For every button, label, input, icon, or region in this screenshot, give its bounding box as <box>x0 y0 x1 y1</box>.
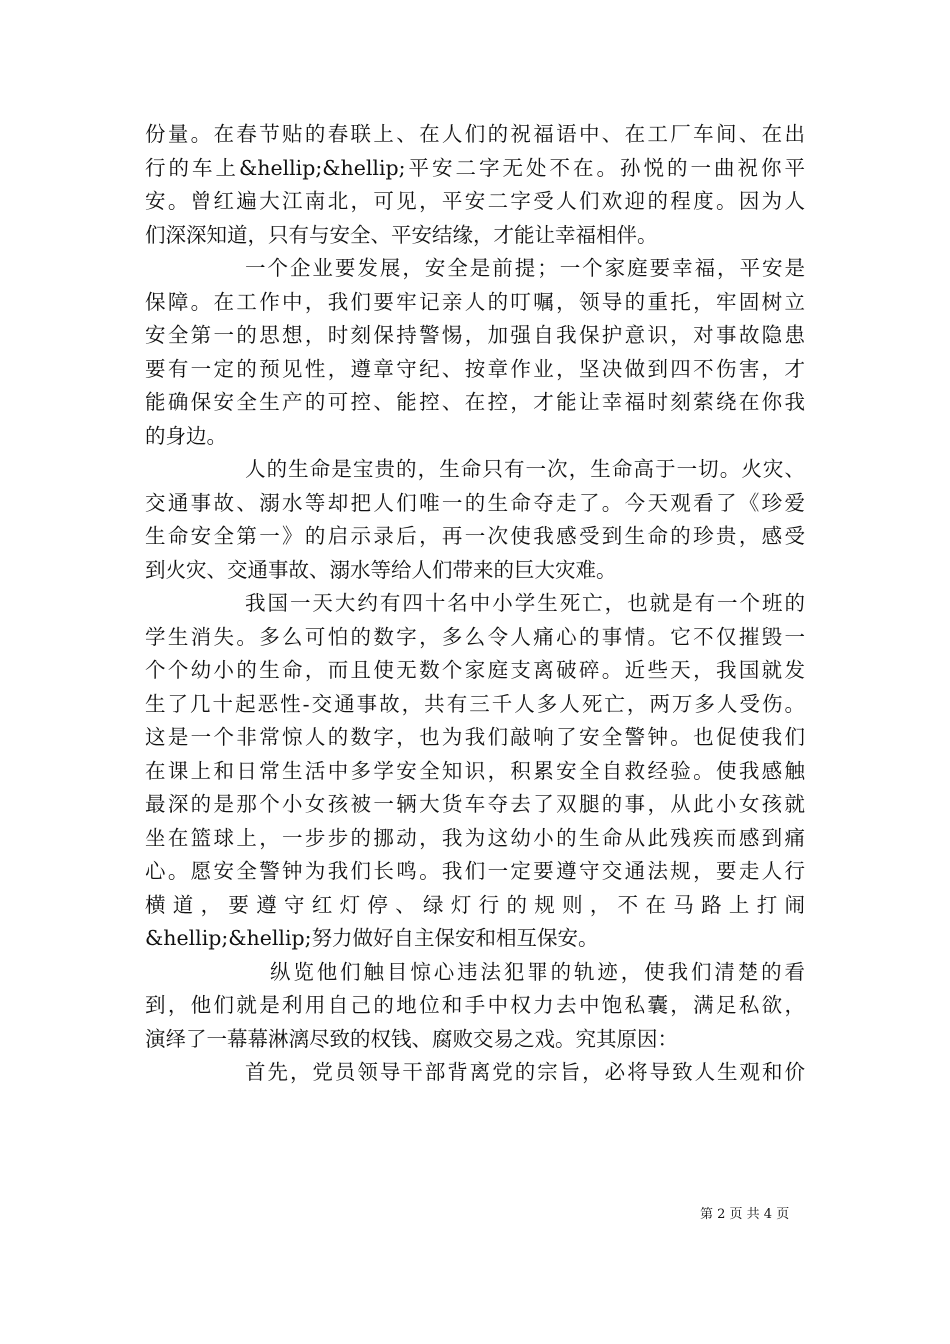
text-line: 的身边。 <box>145 423 227 448</box>
text-line: 在课上和日常生活中多学安全知识，积累安全自救经验。使我感触 <box>145 758 805 783</box>
text-line: &hellip;&hellip;努力做好自主保安和相互保安。 <box>145 926 599 950</box>
text-line: 最深的是那个小女孩被一辆大货车夺去了双腿的事，从此小女孩就 <box>145 792 805 816</box>
text-line: 到，他们就是利用自己的地位和手中权力去中饱私囊，满足私欲， <box>145 993 805 1017</box>
page-number: 第 2 页 共 4 页 <box>700 1207 790 1222</box>
text-line: 学生消失。多么可怕的数字，多么令人痛心的事情。它不仅摧毁一 <box>145 624 805 649</box>
text-line: 交通事故、溺水等却把人们唯一的生命夺走了。今天观看了《珍爱 <box>145 490 805 515</box>
text-line: 们深深知道，只有与安全、平安结缘，才能让幸福相伴。 <box>145 222 658 247</box>
text-line: 坐在篮球上，一步步的挪动，我为这幼小的生命从此残疾而感到痛 <box>145 825 805 850</box>
text-line: 生了几十起恶性-交通事故，共有三千人多人死亡，两万多人受伤。 <box>145 691 805 716</box>
text-line: 人的生命是宝贵的，生命只有一次，生命高于一切。火灾、 <box>245 457 805 481</box>
text-line: 安全第一的思想，时刻保持警惕，加强自我保护意识，对事故隐患 <box>145 323 805 347</box>
text-line: 一个企业要发展，安全是前提；一个家庭要幸福，平安是 <box>245 256 805 280</box>
text-line: 安。曾红遍大江南北，可见，平安二字受人们欢迎的程度。因为人 <box>145 189 805 213</box>
text-line: 能确保安全生产的可控、能控、在控，才能让幸福时刻萦绕在你我 <box>145 390 805 414</box>
text-line: 份量。在春节贴的春联上、在人们的祝福语中、在工厂车间、在出 <box>145 122 805 146</box>
text-line: 个个幼小的生命，而且使无数个家庭支离破碎。近些天，我国就发 <box>145 658 805 682</box>
document-body <box>145 118 805 1090</box>
text-line: 首先，党员领导干部背离党的宗旨，必将导致人生观和价 <box>245 1060 805 1084</box>
text-line: 要有一定的预见性，遵章守纪、按章作业，坚决做到四不伤害，才 <box>145 356 805 381</box>
text-line: 保障。在工作中，我们要牢记亲人的叮嘱，领导的重托，牢固树立 <box>145 289 805 314</box>
text-line: 演绎了一幕幕淋漓尽致的权钱、腐败交易之戏。究其原因： <box>145 1026 678 1051</box>
text-line: 生命安全第一》的启示录后，再一次使我感受到生命的珍贵，感受 <box>145 524 805 548</box>
text-line: 纵览他们触目惊心违法犯罪的轨迹，使我们清楚的看 <box>270 959 805 984</box>
text-line: 心。愿安全警钟为我们长鸣。我们一定要遵守交通法规，要走人行 <box>145 859 805 883</box>
text-line: 横道，要遵守红灯停、绿灯行的规则，不在马路上打闹 <box>145 892 805 917</box>
text-line: 这是一个非常惊人的数字，也为我们敲响了安全警钟。也促使我们 <box>145 725 805 749</box>
text-line: 我国一天大约有四十名中小学生死亡，也就是有一个班的 <box>245 591 805 615</box>
text-line: 行的车上&hellip;&hellip;平安二字无处不在。孙悦的一曲祝你平 <box>145 155 805 180</box>
text-line: 到火灾、交通事故、溺水等给人们带来的巨大灾难。 <box>145 557 617 582</box>
